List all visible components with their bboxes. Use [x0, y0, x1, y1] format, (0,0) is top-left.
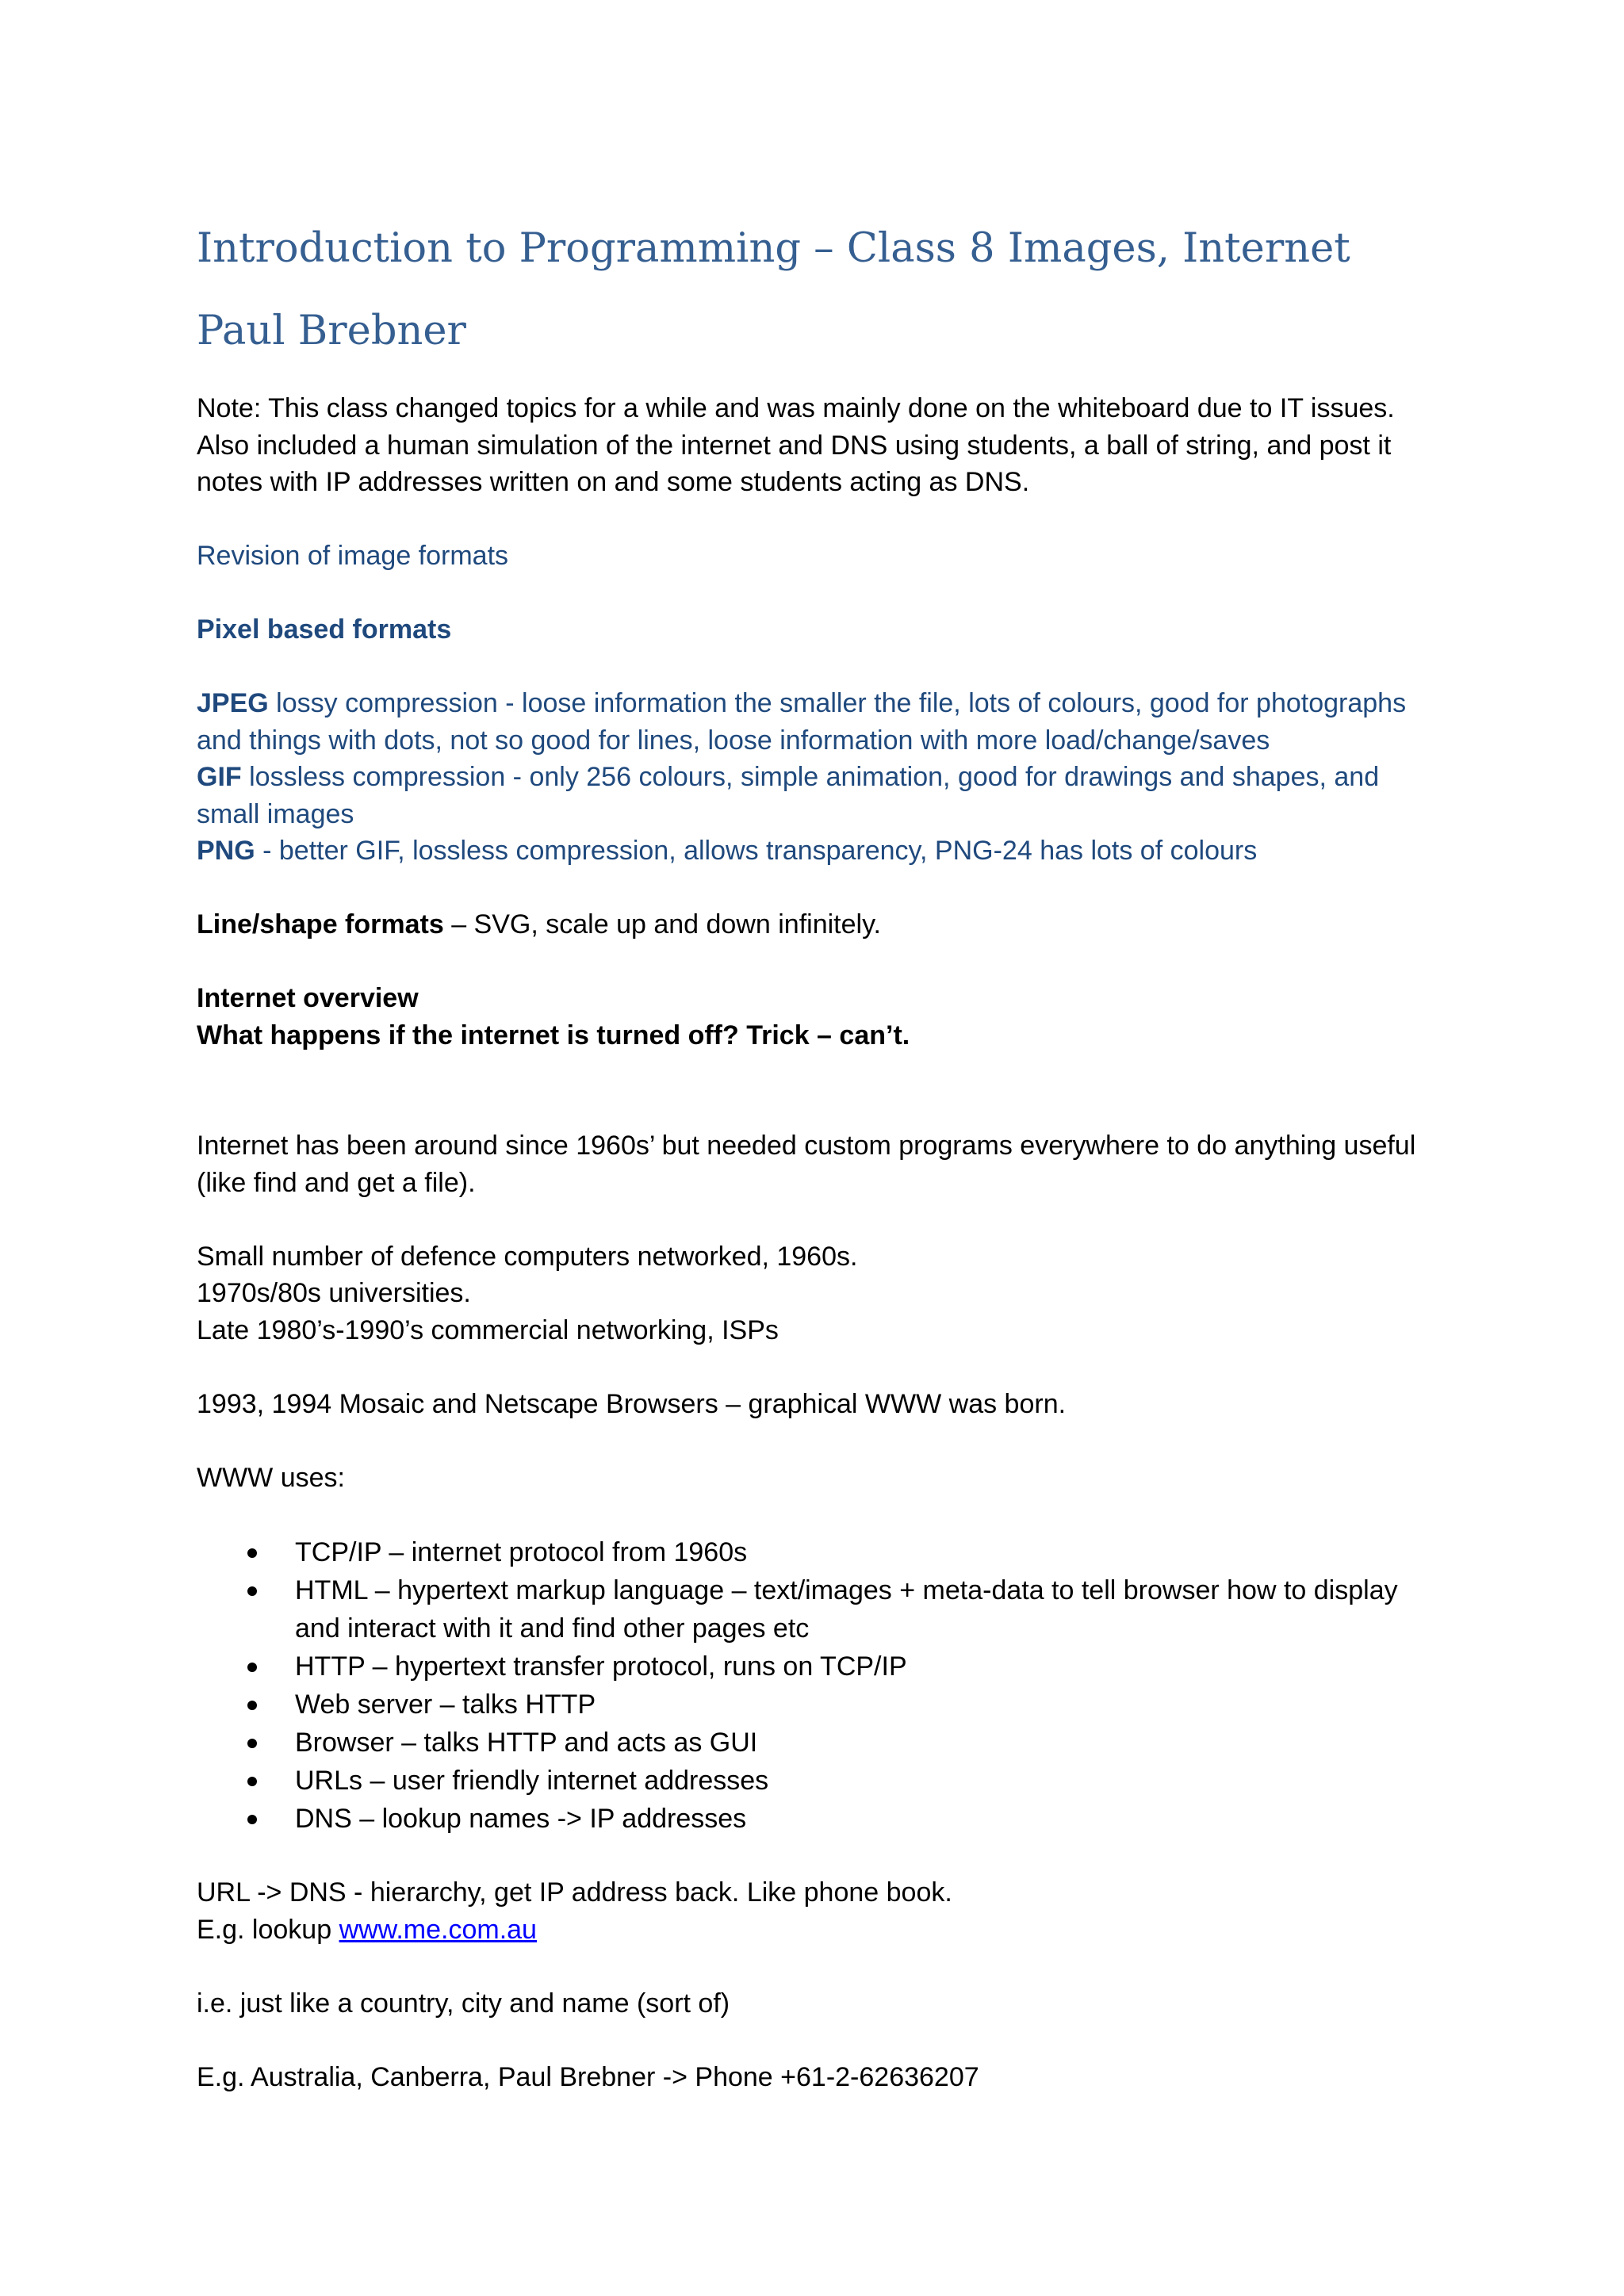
format-jpeg [197, 685, 1434, 759]
bullet-icon [247, 1815, 257, 1824]
bullet-icon [247, 1777, 257, 1786]
format-name: GIF [197, 762, 242, 792]
format-gif [197, 759, 1434, 832]
list-item [197, 1800, 1434, 1838]
list-item-text: TCP/IP – internet protocol from 1960s [295, 1536, 748, 1567]
line-shape-label: Line/shape formats [197, 909, 444, 939]
class-note: Note: This class changed topics for a while and was mainly done on the whiteboard due to IT issues. Also included a human simulation of the internet and DNS using students, a ball of string, and post it notes with IP addresses written on and some students acting as DNS. [197, 393, 1395, 497]
format-description: - better GIF, lossless compression, allows transparency, PNG-24 has lots of colours [255, 836, 1258, 866]
browsers-line: 1993, 1994 Mosaic and Netscape Browsers – graphical WWW was born. [197, 1388, 1067, 1419]
www-uses-list [197, 1533, 1434, 1838]
line-shape-formats [197, 906, 1434, 943]
internet-question: What happens if the internet is turned off? Trick – can’t. [197, 1020, 910, 1050]
bullet-icon [247, 1586, 257, 1596]
format-png [197, 832, 1434, 870]
list-item [197, 1571, 1434, 1647]
list-item [197, 1762, 1434, 1800]
document-title: Introduction to Programming – Class 8 Images, Internet [197, 225, 1350, 272]
bullet-icon [247, 1701, 257, 1710]
spacer [197, 1201, 1434, 1238]
list-item-text: Browser – talks HTTP and acts as GUI [295, 1727, 758, 1758]
spacer [197, 1948, 1434, 1985]
list-item [197, 1533, 1434, 1571]
spacer [197, 501, 1434, 538]
dns-line: URL -> DNS - hierarchy, get IP address back. Like phone book. [197, 1877, 952, 1908]
format-description: lossless compression - only 256 colours, simple animation, good for drawings and shapes, and small images [197, 762, 1380, 829]
spacer [197, 2022, 1434, 2059]
list-item-text: HTTP – hypertext transfer protocol, runs on TCP/IP [295, 1651, 907, 1682]
example-line: E.g. Australia, Canberra, Paul Brebner -> Phone +61-2-62636207 [197, 2061, 979, 2092]
bullet-icon [247, 1739, 257, 1748]
format-name: PNG [197, 836, 255, 866]
list-item-text: Web server – talks HTTP [295, 1689, 596, 1720]
internet-overview-heading: Internet overview [197, 983, 419, 1013]
history-line: Small number of defence computers networked, 1960s. [197, 1241, 858, 1272]
bullet-icon [247, 1663, 257, 1672]
list-item-text: URLs – user friendly internet addresses [295, 1765, 769, 1796]
spacer [197, 1422, 1434, 1460]
history-line: Late 1980’s-1990’s commercial networking, ISPs [197, 1314, 779, 1345]
list-item-text: DNS – lookup names -> IP addresses [295, 1803, 747, 1834]
spacer [197, 870, 1434, 907]
list-item-text: HTML – hypertext markup language – text/images + meta-data to tell browser how to display and interact with it and find other pages etc [295, 1575, 1398, 1644]
list-item [197, 1647, 1434, 1686]
spacer [197, 1054, 1434, 1127]
history-intro: Internet has been around since 1960s’ but needed custom programs everywhere to do anything useful (like find and get a file). [197, 1131, 1416, 1198]
spacer [197, 649, 1434, 686]
document-author: Paul Brebner [197, 308, 466, 354]
revision-heading: Revision of image formats [197, 541, 509, 571]
list-item [197, 1724, 1434, 1762]
www-uses-label: WWW uses: [197, 1462, 345, 1493]
format-name: JPEG [197, 688, 269, 718]
document-content [197, 224, 1434, 2095]
format-description: lossy compression - loose information the smaller the file, lots of colours, good for photographs and things with dots, not so good for lines, loose information with more load/change/saves [197, 688, 1407, 756]
pixel-formats-heading: Pixel based formats [197, 614, 452, 645]
spacer [197, 1496, 1434, 1533]
spacer [197, 1838, 1434, 1875]
spacer [197, 575, 1434, 612]
spacer [197, 943, 1434, 981]
lookup-link[interactable]: www.me.com.au [339, 1914, 537, 1945]
analogy-line: i.e. just like a country, city and name (sort of) [197, 1988, 730, 2019]
bullet-icon [247, 1548, 257, 1558]
line-shape-text: – SVG, scale up and down infinitely. [443, 909, 881, 939]
lookup-prefix: E.g. lookup [197, 1914, 339, 1945]
history-line: 1970s/80s universities. [197, 1278, 471, 1308]
list-item [197, 1686, 1434, 1724]
spacer [197, 1349, 1434, 1386]
lookup-line [197, 1911, 1434, 1949]
